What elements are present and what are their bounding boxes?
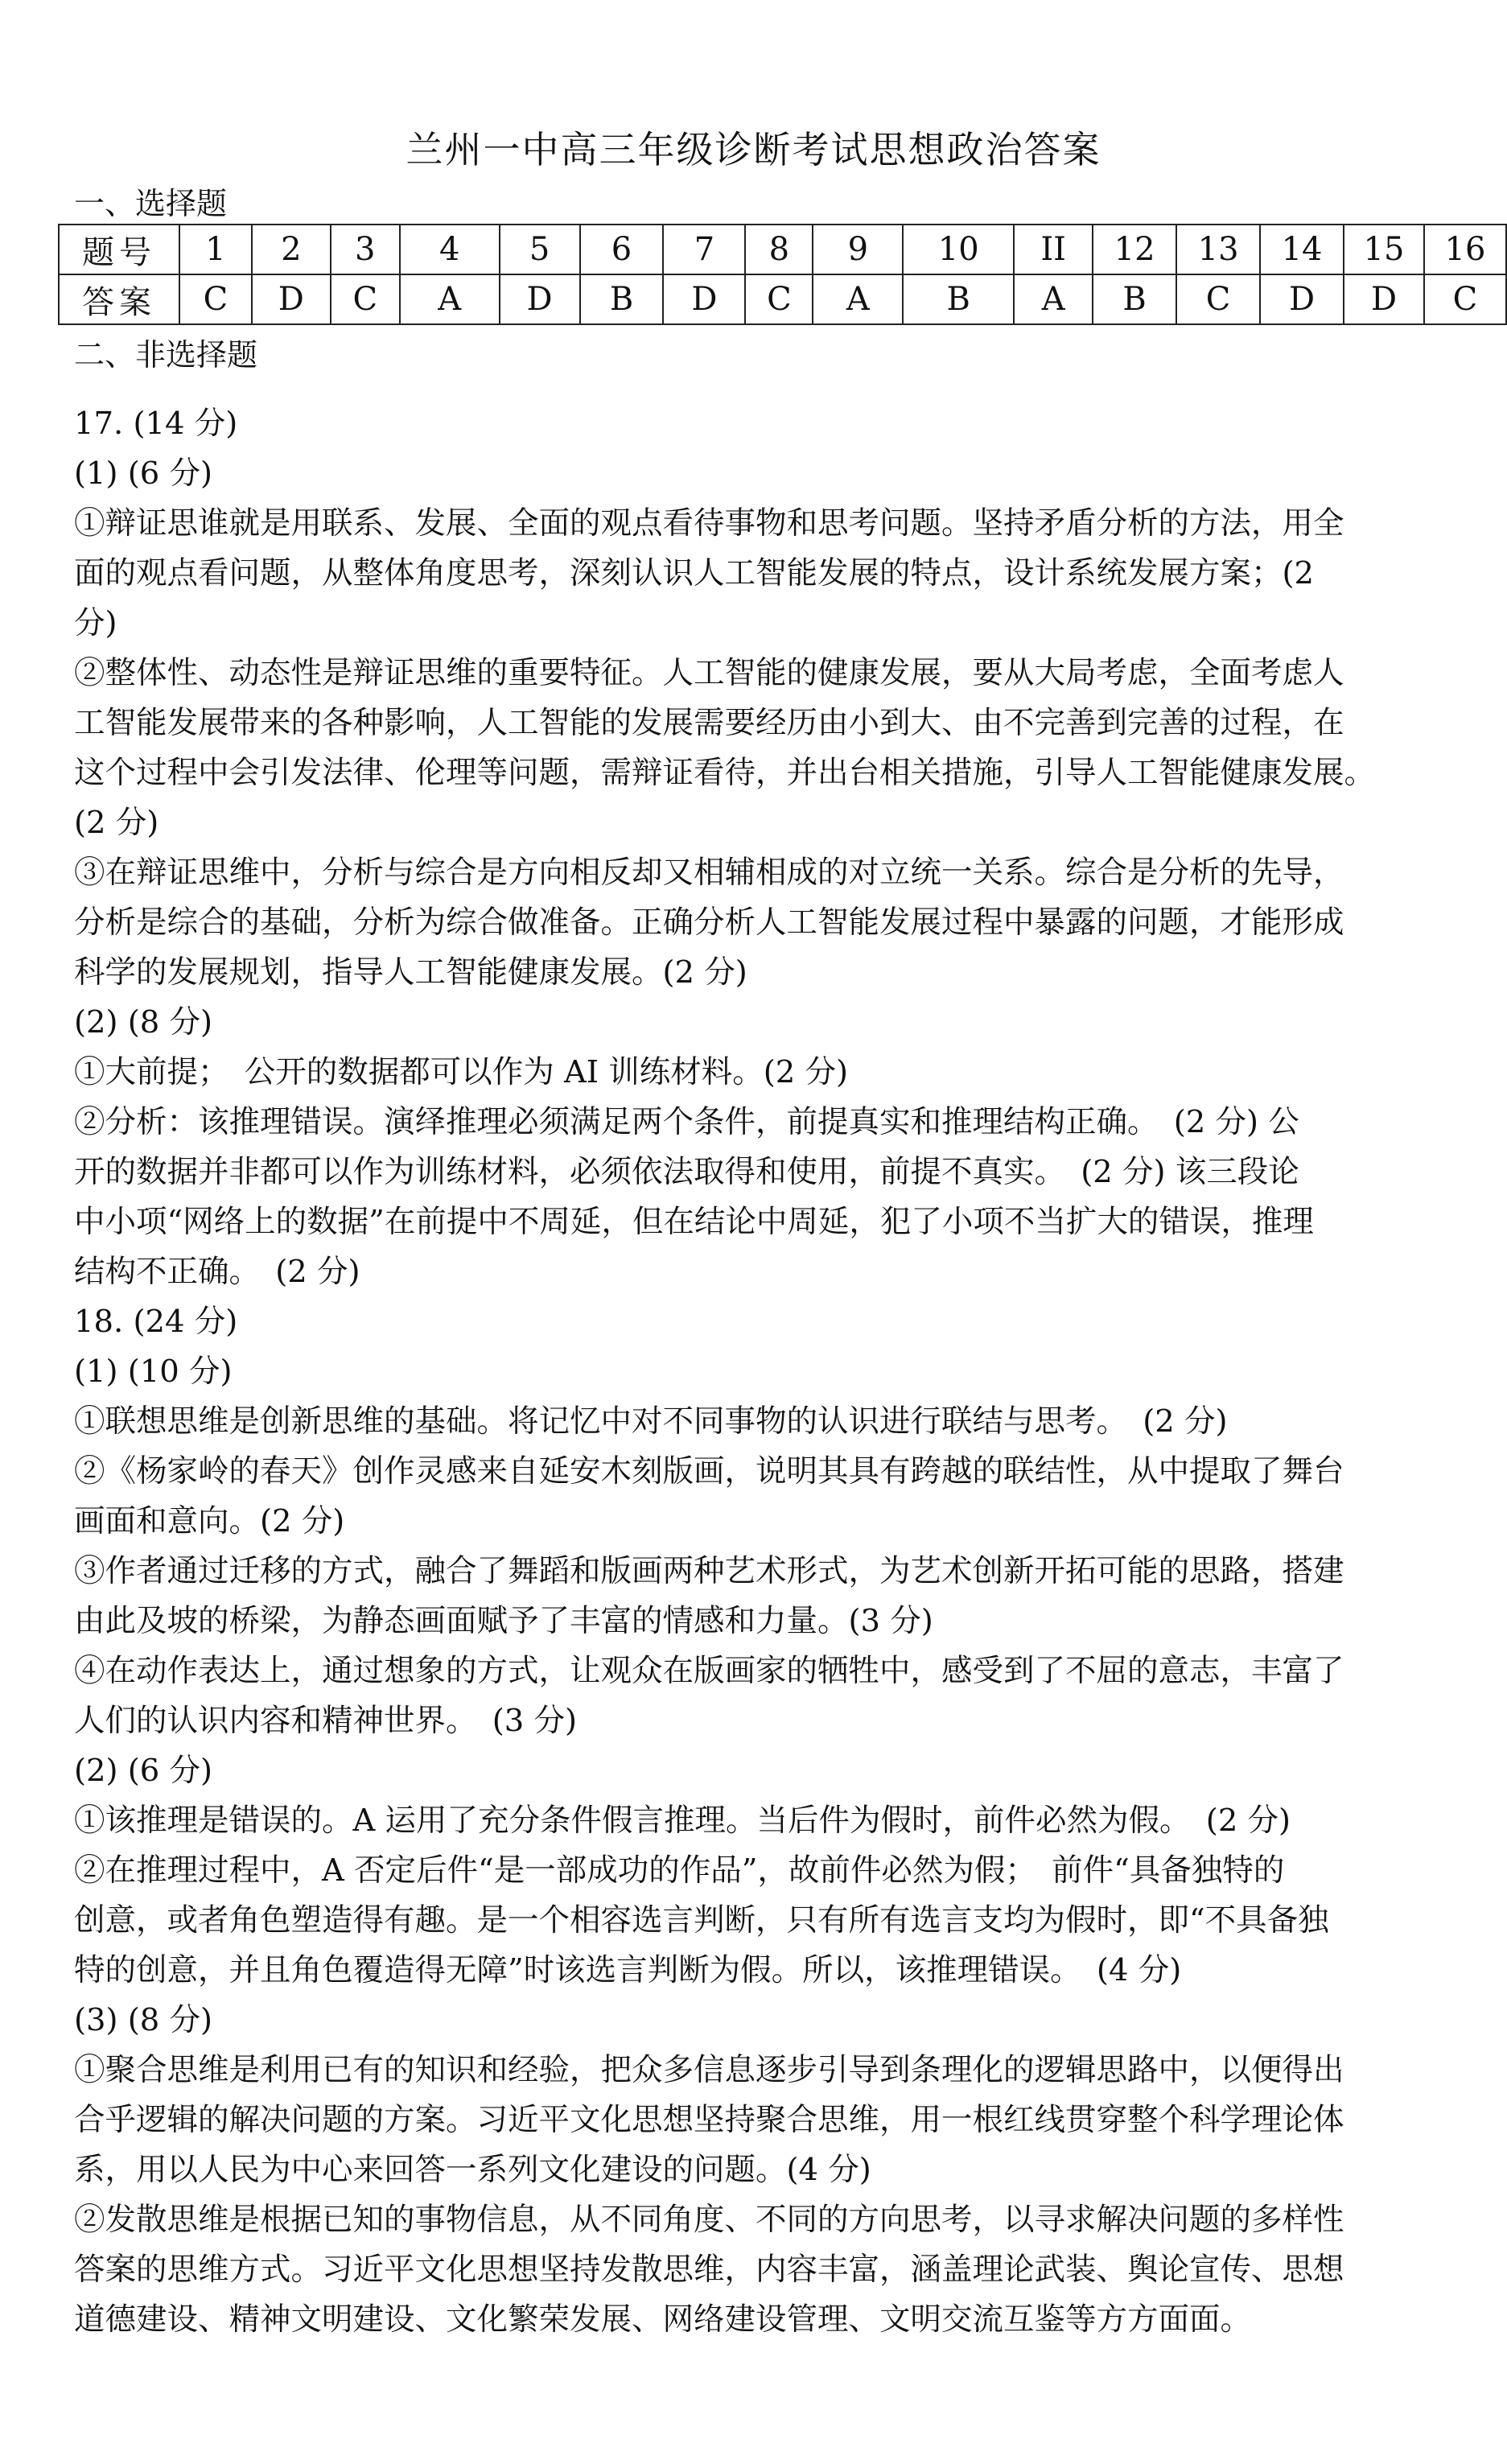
answer-cell: C bbox=[1424, 274, 1506, 324]
answer-cell: B bbox=[580, 274, 664, 324]
question-number-cell: 5 bbox=[500, 225, 580, 274]
text-line: 面的观点看问题，从整体角度思考，深刻认识人工智能发展的特点，设计系统发展方案；(2 bbox=[74, 555, 1315, 591]
answer-cell: D bbox=[500, 274, 580, 324]
text-line: 开的数据并非都可以作为训练材料，必须依法取得和使用，前提不真实。 (2 分) 该三段论 bbox=[74, 1154, 1299, 1190]
question-number-header: 题号 bbox=[59, 225, 179, 274]
question-number-cell: 2 bbox=[252, 225, 331, 274]
text-line: 由此及坡的桥梁，为静态画面赋予了丰富的情感和力量。(3 分) bbox=[74, 1603, 933, 1639]
section-heading-choice: 一、选择题 bbox=[74, 186, 228, 221]
text-line: (2) (6 分) bbox=[74, 1753, 213, 1789]
answer-cell: D bbox=[252, 274, 331, 324]
text-line: ②在推理过程中，A 否定后件“是一部成功的作品”，故前件必然为假； 前件“具备独特的 bbox=[74, 1852, 1285, 1889]
text-line: ①大前提； 公开的数据都可以作为 AI 训练材料。(2 分) bbox=[74, 1054, 849, 1090]
question-number-cell: 16 bbox=[1424, 225, 1506, 274]
text-line: ②发散思维是根据已知的事物信息，从不同角度、不同的方向思考，以寻求解决问题的多样性 bbox=[74, 2202, 1344, 2238]
question-number-cell: 13 bbox=[1176, 225, 1260, 274]
answer-text-body bbox=[74, 399, 1474, 2345]
text-line: (1) (10 分) bbox=[74, 1354, 233, 1390]
question-number-cell: 10 bbox=[903, 225, 1014, 274]
question-number-cell: 8 bbox=[745, 225, 813, 274]
text-line: 答案的思维方式。习近平文化思想坚持发散思维，内容丰富，涵盖理论武装、舆论宣传、思想 bbox=[74, 2252, 1344, 2288]
text-line: ①联想思维是创新思维的基础。将记忆中对不同事物的认识进行联结与思考。 (2 分) bbox=[74, 1403, 1228, 1440]
text-line: ②分析：该推理错误。演绎推理必须满足两个条件，前提真实和推理结构正确。 (2 分) 公 bbox=[74, 1104, 1299, 1140]
question-number-cell: 4 bbox=[400, 225, 500, 274]
text-line: ①聚合思维是利用已有的知识和经验，把众多信息逐步引导到条理化的逻辑思路中，以便得出 bbox=[74, 2052, 1344, 2088]
text-line: 人们的认识内容和精神世界。 (3 分) bbox=[74, 1703, 578, 1739]
text-line: (1) (6 分) bbox=[74, 455, 213, 492]
text-line: 特的创意，并且角色覆造得无障”时该选言判断为假。所以，该推理错误。 (4 分) bbox=[74, 1952, 1182, 1988]
answer-row bbox=[59, 274, 1506, 324]
answer-cell: A bbox=[1014, 274, 1093, 324]
text-line: 道德建设、精神文明建设、文化繁荣发展、网络建设管理、文明交流互鉴等方方面面。 bbox=[74, 2301, 1252, 2338]
answer-cell: C bbox=[179, 274, 252, 324]
question-number-cell: II bbox=[1014, 225, 1093, 274]
answer-cell: A bbox=[813, 274, 903, 324]
text-line: ①辩证思谁就是用联系、发展、全面的观点看待事物和思考问题。坚持矛盾分析的方法，用全 bbox=[74, 505, 1344, 542]
text-line: 中小项“网络上的数据”在前提中不周延，但在结论中周延，犯了小项不当扩大的错误，推理 bbox=[74, 1204, 1314, 1240]
text-line: ②整体性、动态性是辩证思维的重要特征。人工智能的健康发展，要从大局考虑，全面考虑人 bbox=[74, 655, 1344, 691]
question-number-cell: 7 bbox=[663, 225, 745, 274]
text-line: 画面和意向。(2 分) bbox=[74, 1503, 345, 1539]
text-line: ①该推理是错误的。A 运用了充分条件假言推理。当后件为假时，前件必然为假。 (2 分) bbox=[74, 1803, 1291, 1839]
question-number-cell: 1 bbox=[179, 225, 252, 274]
text-line: 这个过程中会引发法律、伦理等问题，需辩证看待，并出台相关措施，引导人工智能健康发展。 bbox=[74, 755, 1376, 791]
text-line: 结构不正确。 (2 分) bbox=[74, 1254, 360, 1290]
text-line: ④在动作表达上，通过想象的方式，让观众在版画家的牺牲中，感受到了不屈的意志，丰富了 bbox=[74, 1653, 1344, 1689]
answer-header: 答案 bbox=[59, 274, 179, 324]
answer-cell: D bbox=[1260, 274, 1344, 324]
answer-cell: C bbox=[1176, 274, 1260, 324]
question-number-cell: 14 bbox=[1260, 225, 1344, 274]
text-line: 合乎逻辑的解决问题的方案。习近平文化思想坚持聚合思维，用一根红线贯穿整个科学理论体 bbox=[74, 2102, 1344, 2138]
answer-table bbox=[58, 224, 1507, 325]
text-line: 分) bbox=[74, 605, 117, 641]
text-line: 17. (14 分) bbox=[74, 406, 238, 442]
answer-cell: D bbox=[1344, 274, 1424, 324]
text-line: 工智能发展带来的各种影响，人工智能的发展需要经历由小到大、由不完善到完善的过程，在 bbox=[74, 705, 1344, 741]
text-line: ③作者通过迁移的方式，融合了舞蹈和版画两种艺术形式，为艺术创新开拓可能的思路，搭建 bbox=[74, 1553, 1344, 1589]
answer-cell: A bbox=[400, 274, 500, 324]
answer-cell: B bbox=[1093, 274, 1176, 324]
answer-cell: C bbox=[331, 274, 400, 324]
text-line: (3) (8 分) bbox=[74, 2002, 213, 2038]
text-line: 科学的发展规划，指导人工智能健康发展。(2 分) bbox=[74, 954, 747, 991]
question-number-cell: 9 bbox=[813, 225, 903, 274]
question-number-cell: 3 bbox=[331, 225, 400, 274]
answer-cell: B bbox=[903, 274, 1014, 324]
question-number-cell: 15 bbox=[1344, 225, 1424, 274]
answer-cell: D bbox=[663, 274, 745, 324]
section-heading-non-choice: 二、非选择题 bbox=[74, 337, 258, 373]
text-line: (2) (8 分) bbox=[74, 1004, 213, 1040]
text-line: 系，用以人民为中心来回答一系列文化建设的问题。(4 分) bbox=[74, 2152, 871, 2188]
question-number-cell: 6 bbox=[580, 225, 664, 274]
text-line: 分析是综合的基础，分析为综合做准备。正确分析人工智能发展过程中暴露的问题，才能形成 bbox=[74, 904, 1344, 941]
text-line: ③在辩证思维中，分析与综合是方向相反却又相辅相成的对立统一关系。综合是分析的先导， bbox=[74, 855, 1344, 891]
text-line: (2 分) bbox=[74, 805, 159, 841]
answer-cell: C bbox=[745, 274, 813, 324]
question-number-row bbox=[59, 225, 1506, 274]
text-line: ②《杨家岭的春天》创作灵感来自延安木刻版画，说明其具有跨越的联结性，从中提取了舞台 bbox=[74, 1453, 1344, 1490]
page-title: 兰州一中高三年级诊断考试思想政治答案 bbox=[406, 128, 1101, 171]
question-number-cell: 12 bbox=[1093, 225, 1176, 274]
text-line: 创意，或者角色塑造得有趣。是一个相容选言判断，只有所有选言支均为假时，即“不具备独 bbox=[74, 1902, 1329, 1939]
text-line: 18. (24 分) bbox=[74, 1304, 238, 1340]
